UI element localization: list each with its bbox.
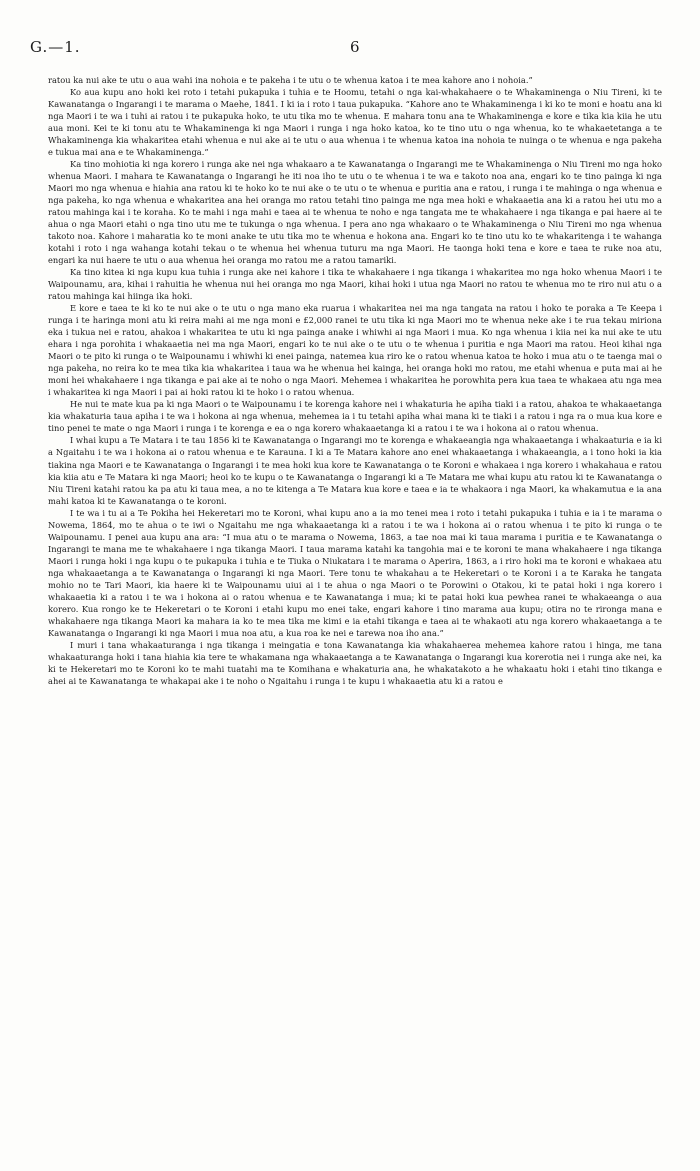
paragraph: Ka tino kitea ki nga kupu kua tuhia i runga ake nei kahore i tika te whakahaere i nga tikanga i whakaritea mo nga hoko whenua Maori i te Waipounamu, ara, kihai i rahuitia he whenua nui hei oranga mo nga Maori, kihai hoki i utua nga Maori no ratou te whenua mo te riro nui atu o a ratou mahinga kai hiinga ika hoki. bbox=[48, 267, 662, 302]
paragraph: Ka tino mohiotia ki nga korero i runga ake nei nga whakaaro a te Kawanatanga o Ingarangi me te Whakaminenga o Niu Tireni mo nga hoko whenua Maori. I mahara te Kawanatanga o Ingarangi he iti noa iho te utu o te whenua i te wa e takoto noa ana, engari ko te tino painga ki nga Maori mo nga whenua e hiahia ana ratou ki te hoko ko te nui ake o te utu o te whenua e puritia ana e ratou, i runga i te mahinga o nga whenua e nga pakeha, ko nga whenua e whakaritea ana hei oranga mo ratou tetahi tino painga me nga mea hoki e whakaaetia ana ki a ratou hei utu mo a ratou mahinga kai i te koraha. Ko te mahi i nga mahi e taea ai te whenua te noho e nga tangata me te whakahaere i nga tikanga e pai haere ai te ahua o nga Maori etahi o nga tino utu me te tukunga o nga whenua. I pera ano nga whakaaro o te Whakaminenga o Niu Tireni mo nga whenua takoto noa. Kahore i maharatia ko te moni anake te utu tika mo te whenua e hokona ana. Engari ko te tino utu ko te whakaritenga i te wahanga kotahi i roto i nga wahanga kotahi tekau o te whenua hei whenua tuturu ma nga Maori. He taonga hoki tena e kore e taea te ruke noa atu, engari ka nui haere te utu o aua whenua hei oranga mo ratou me a ratou tamariki. bbox=[48, 159, 662, 266]
paragraph: I te wa i tu ai a Te Pokiha hei Hekeretari mo te Koroni, whai kupu ano a ia mo tenei mea i roto i tetahi pukapuka i tuhia e ia i te marama o Nowema, 1864, mo te ahua o te iwi o Ngaitahu me nga whakaaetanga ki a ratou i te wa i hokona ai o ratou whenua i te pito ki runga o te Waipounamu. I penei aua kupu ana ara: “I mua atu o te marama o Nowema, 1863, a tae noa mai ki taua marama i puritia e te Kawanatanga o Ingarangi te mana me te whakahaere i nga tikanga Maori. I taua marama katahi ka tangohia mai e te koroni te mana whakahaere i nga tikanga Maori i runga hoki i nga kupu o te pukapuka i tuhia e te Tiuka o Niukatara i te marama o Aperira, 1863, a i riro hoki ma te koroni e whakaea atu nga whakaaetanga a te Kawanatanga o Ingarangi ki nga Maori. Tere tonu te whakahau a te Hekeretari o te Koroni i a te Karaka he tangata mohio no te Tari Maori, kia haere ki te Waipounamu uiui ai i te ahua o nga Maori o te Porowini o Otakou, ki te patai hoki i nga korero i whakaaetia ki a ratou i te wa i hokona ai o ratou whenua e te Kawanatanga i mua; ki te patai hoki kua pewhea ranei te whakaeanga o aua korero. Kua rongo ke te Hekeretari o te Koroni i etahi kupu mo enei take, engari kahore i tino marama aua kupu; otira no te rironga mana e whakahaere nga tikanga Maori ka mahara ia ko te mea tika me kimi e ia etahi tikanga e taea ai te whakaoti atu nga korero whakaaetanga a te Kawanatanga o Ingarangi ki nga Maori i mua noa atu, a kua roa ke nei e tarewa noa iho ana.” bbox=[48, 507, 662, 638]
paragraph: I whai kupu a Te Matara i te tau 1856 ki te Kawanatanga o Ingarangi mo te korenga e whakaeangia nga whakaaetanga i whakaaturia e ia ki a Ngaitahu i te wa i hokona ai o ratou whenua e te Karauna. I ki a Te Matara kahore ano enei whakaaetanga i whakaeangia, a i tono hoki ia kia tiakina nga Maori e te Kawanatanga o Ingarangi i te mea hoki kua kore te Kawanatanga o te Koroni e whakaea i nga korero i whakahaua e ratou kia kiia atu e Te Matara ki nga Maori; heoi ko te kupu o te Kawanatanga o Ingarangi ki a Te Matara me whai kupu atu ratou ki te Kawanatanga o Niu Tireni katahi ratou ka pa atu ki taua mea, a no te kitenga a Te Matara kua kore e taea e ia te whakaora i nga Maori, ka whakamutua e ia ana mahi katoa ki te Kawanatanga o te koroni. bbox=[48, 435, 662, 506]
page-number: 6 bbox=[350, 38, 360, 56]
paragraph: ratou ka nui ake te utu o aua wahi ina nohoia e te pakeha i te utu o te whenua katoa i te mea kahore ano i nohoia.” bbox=[48, 75, 533, 85]
paragraph: I muri i tana whakaaturanga i nga tikanga i meingatia e tona Kawanatanga kia whakahaerea mehemea kahore ratou i hinga, me tana whakaaturanga hoki i tana hiahia kia tere te whakamana nga whakaaetanga a te Kawanatanga o Ingarangi kua korerotia nei i runga ake nei, ka ki te Hekeretari mo te Koroni ko te mahi tuatahi ma te Komihana e whakaturia ana, he whakatakoto a he whakaatu hoki i etahi tino tikanga e ahei ai te Kawanatanga te whakapai ake i te noho o Ngaitahu i runga i te kupu i whakaaetia atu ki a ratou e bbox=[48, 639, 662, 686]
paragraph: He nui te mate kua pa ki nga Maori o te Waipounamu i te korenga kahore nei i whakaturia he apiha tiaki i a ratou, ahakoa te whakaaetanga kia whakaturia taua apiha i te wa i hokona ai nga whenua, mehemea ia i tu tetahi apiha whai mana ki te tiaki i a ratou i nga ra o mua kua kore e tino penei te mate o nga Maori i runga i te korenga e ea o nga korero whakaaetanga ki a ratou i te wa i hokona ai o ratou whenua. bbox=[48, 399, 662, 434]
document-reference: G.—1. bbox=[30, 38, 81, 56]
paragraph: E kore e taea te ki ko te nui ake o te utu o nga mano eka ruarua i whakaritea nei ma nga tangata na ratou i hoko te poraka a Te Keepa i runga i te haringa moni atu ki reira mahi ai me nga moni e £2,000 ranei te utu tika ki nga Maori mo te whenua neke ake i te rua tekau miriona eka i tukua nei e ratou, ahakoa i whakaritea te utu ki nga painga anake i whiwhi ai nga Maori i mua. Ko nga whenua i kiia nei ka nui ake te utu ehara i nga porohita i whakaaetia nei ma nga Maori, engari ko te nui ake o te utu o te whenua i puritia e nga Maori ma ratou. Heoi kihai nga Maori o te pito ki runga o te Waipounamu i whiwhi ki enei painga, natemea kua riro ke o ratou whenua katoa te hoko i mua atu o te taenga mai o nga pakeha, no reira ko te mea tika kia whakaritea i taua wa he whenua hei kainga, hei oranga hoki mo ratou, me etahi whenua e puta mai ai he moni hei whakahaere i nga tikanga e pai ake ai te noho o nga Maori. Mehemea i whakaritea he porowhita pera kua taea te whakaea atu nga mea i whakaritea ki nga Maori i pai ai hoki ratou ki te hoko i o ratou whenua. bbox=[48, 303, 662, 398]
paragraph: Ko aua kupu ano hoki kei roto i tetahi pukapuka i tuhia e te Hoomu, tetahi o nga kai-whakahaere o te Whakaminenga o Niu Tireni, ki te Kawanatanga o Ingarangi i te marama o Maehe, 1841. I ki ia i roto i taua pukapuka. “Kahore ano te Whakaminenga i ki ko te moni e hoatu ana ki nga Maori i te wa i tuhi ai ratou i te pukapuka hoko, te utu tika mo te whenua. E mahara tonu ana te Whakaminenga e kore e tika kia kiia he utu aua moni. Kei te ki tonu atu te Whakaminenga ki nga Maori i runga i nga hoko katoa, ko te tino utu o nga whenua, ko te whakaetetanga a te Whakaminenga kia whakaritea etahi whenua e nui ake ai te utu o aua whenua i te whenua katoa ina nohoia te nuinga o te whenua e nga pakeha e tukua mai ana e te Whakaminenga.” bbox=[48, 87, 662, 158]
document-body bbox=[48, 74, 662, 687]
page-header bbox=[30, 38, 670, 58]
